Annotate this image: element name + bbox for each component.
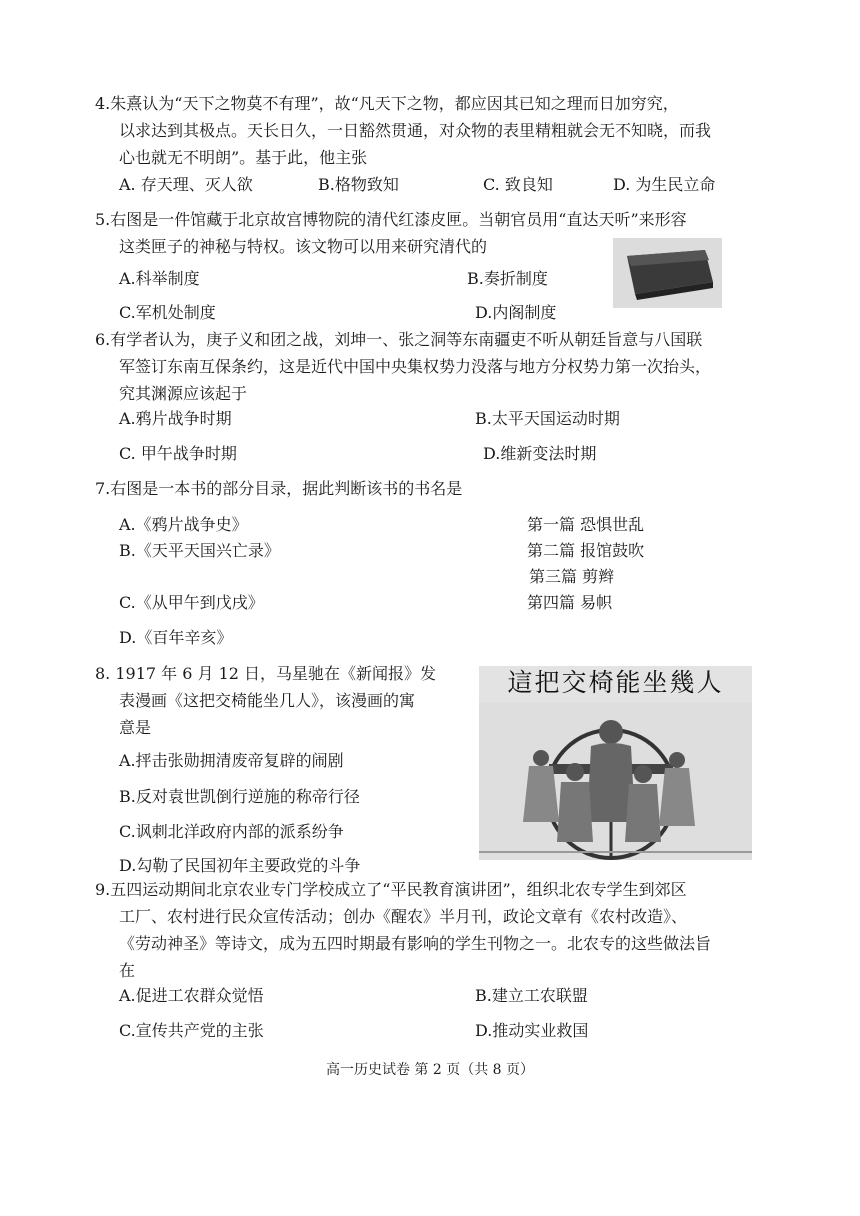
q5-option-a: A.科举制度 bbox=[119, 269, 200, 288]
toc-entry-3: 第三篇 剪辫 bbox=[529, 567, 615, 586]
q5-option-d: D.内阁制度 bbox=[475, 303, 557, 322]
q8-line-1: 8. 1917 年 6 月 12 日，马星驰在《新闻报》发 bbox=[95, 664, 437, 683]
q8-option-b: B.反对袁世凯倒行逆施的称帝行径 bbox=[119, 787, 360, 806]
q6-option-b: B.太平天国运动时期 bbox=[475, 409, 620, 428]
q4-line-3: 心也就无不明朗”。基于此，他主张 bbox=[119, 148, 368, 167]
q5-option-c: C.军机处制度 bbox=[119, 303, 216, 322]
q8-option-c: C.讽刺北洋政府内部的派系纷争 bbox=[119, 822, 344, 841]
q4-option-c: C. 致良知 bbox=[483, 175, 553, 194]
q5-line-1: 5.右图是一件馆藏于北京故宫博物院的清代红漆皮匣。当朝官员用“直达天听”来形容 bbox=[95, 210, 687, 229]
q8-option-d: D.勾勒了民国初年主要政党的斗争 bbox=[119, 856, 361, 875]
q7-option-c: C.《从甲午到戊戌》 bbox=[119, 593, 264, 612]
toc-entry-1: 第一篇 恐惧世乱 bbox=[527, 515, 645, 534]
toc-entry-2: 第二篇 报馆鼓吹 bbox=[527, 541, 645, 560]
q6-option-d: D.维新变法时期 bbox=[483, 444, 597, 463]
q6-line-2: 军签订东南互保条约，这是近代中国中央集权势力没落与地方分权势力第一次抬头， bbox=[119, 357, 712, 376]
q8-line-3: 意是 bbox=[119, 718, 152, 737]
q7-option-b: B.《天平天国兴亡录》 bbox=[119, 541, 280, 560]
q6-line-3: 究其渊源应该起于 bbox=[119, 384, 248, 403]
q4-option-a: A. 存天理、灭人欲 bbox=[119, 175, 253, 194]
toc-entry-4: 第四篇 易帜 bbox=[527, 593, 613, 612]
q6-option-a: A.鸦片战争时期 bbox=[119, 409, 232, 428]
q7-option-a: A.《鸦片战争史》 bbox=[119, 515, 248, 534]
q4-option-d: D. 为生民立命 bbox=[613, 175, 716, 194]
q9-option-c: C.宣传共产党的主张 bbox=[119, 1021, 264, 1040]
q8-line-2: 表漫画《这把交椅能坐几人》，该漫画的寓 bbox=[119, 691, 416, 710]
q6-line-1: 6.有学者认为，庚子义和团之战，刘坤一、张之洞等东南疆吏不听从朝廷旨意与八国联 bbox=[95, 330, 703, 349]
q4-option-b: B.格物致知 bbox=[318, 175, 399, 194]
cartoon-image bbox=[479, 666, 752, 860]
q5-line-2: 这类匣子的神秘与特权。该文物可以用来研究清代的 bbox=[119, 237, 488, 256]
q9-line-2: 工厂、农村进行民众宣传活动；创办《醒农》半月刊，政论文章有《农村改造》、 bbox=[119, 907, 688, 926]
lacquer-box-photo bbox=[613, 238, 722, 308]
q9-line-4: 在 bbox=[119, 961, 136, 980]
q4-line-2: 以求达到其极点。天长日久，一日豁然贯通，对众物的表里精粗就会无不知晓，而我 bbox=[119, 121, 712, 140]
q4-line-1: 4.朱熹认为“天下之物莫不有理”，故“凡天下之物，都应因其已知之理而日加穷究， bbox=[95, 94, 679, 113]
q7-option-d: D.《百年辛亥》 bbox=[119, 628, 233, 647]
q7-line-1: 7.右图是一本书的部分目录，据此判断该书的书名是 bbox=[95, 479, 463, 498]
q9-option-d: D.推动实业救国 bbox=[475, 1021, 589, 1040]
q6-option-c: C. 甲午战争时期 bbox=[119, 444, 237, 463]
q9-line-1: 9.五四运动期间北京农业专门学校成立了“平民教育演讲团”，组织北农专学生到郊区 bbox=[95, 880, 687, 899]
q5-option-b: B.奏折制度 bbox=[467, 269, 548, 288]
q8-option-a: A.抨击张勋拥清废帝复辟的闹剧 bbox=[119, 751, 344, 770]
q9-option-a: A.促进工农群众觉悟 bbox=[119, 986, 264, 1005]
q9-line-3: 《劳动神圣》等诗文，成为五四时期最有影响的学生刊物之一。北农专的这些做法旨 bbox=[119, 934, 712, 953]
page-footer: 高一历史试卷 第 2 页（共 8 页） bbox=[325, 1062, 535, 1078]
q9-option-b: B.建立工农联盟 bbox=[475, 986, 588, 1005]
cartoon-title: 這把交椅能坐幾人 bbox=[507, 668, 724, 697]
